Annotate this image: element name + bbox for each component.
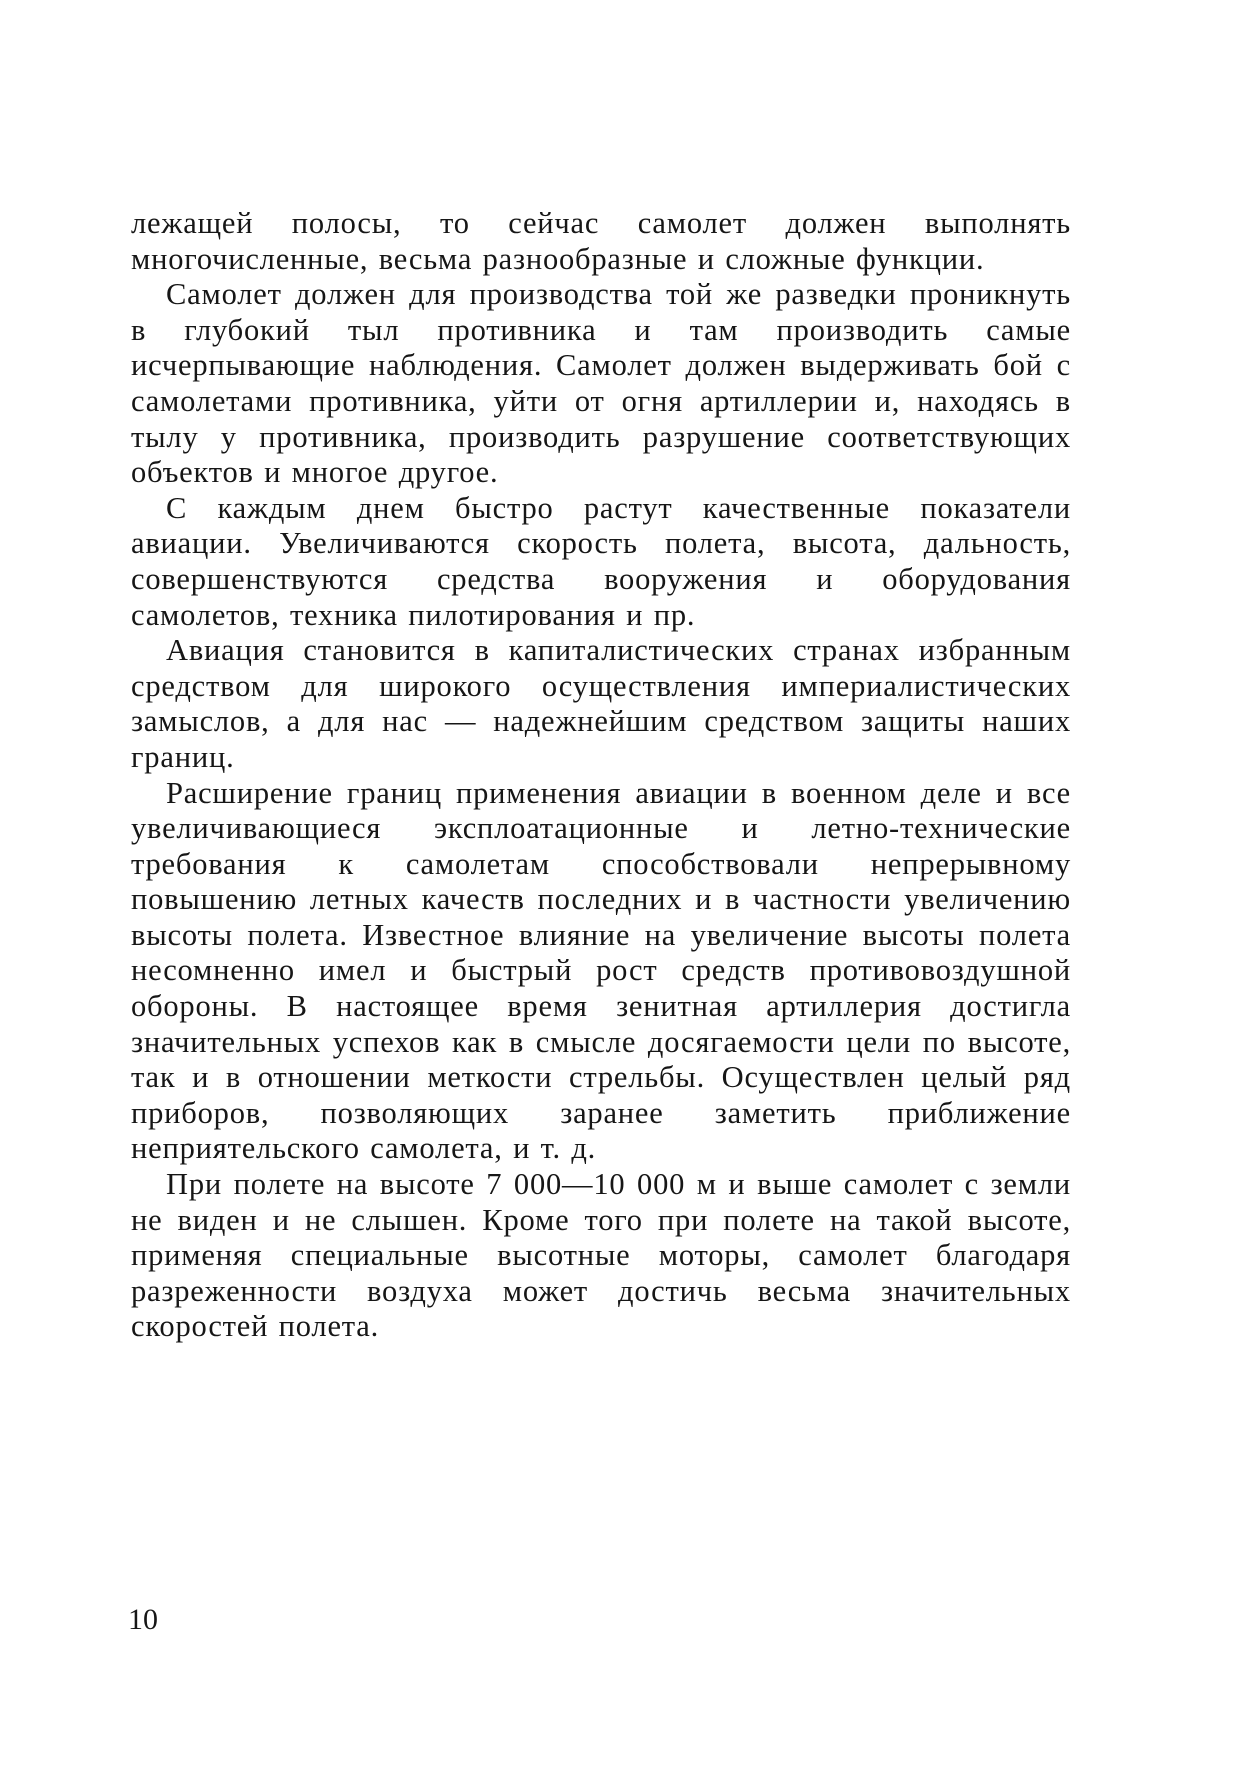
- paragraph: Авиация становится в капиталистических странах избранным средством для широкого осуществления империалистических замыслов, а для нас — надежнейшим средством защиты наших границ.: [131, 633, 1071, 774]
- paragraph: Самолет должен для производства той же разведки проникнуть в глубокий тыл противника и там производить самые исчерпывающие наблюдения. Самолет должен выдерживать бой с самолетами противника, уйти от огня артиллерии и, находясь в тылу у противника, производить разрушение соответствующих объектов и многое другое.: [131, 277, 1071, 490]
- page-number: 10: [128, 1603, 158, 1636]
- body-text: [131, 206, 1071, 1345]
- paragraph: С каждым днем быстро растут качественные показатели авиации. Увеличиваются скорость полета, высота, дальность, совершенствуются средства вооружения и оборудования самолетов, техника пилотирования и пр.: [131, 490, 1071, 632]
- paragraph: Расширение границ применения авиации в военном деле и все увеличивающиеся эксплоатационные и летно-технические требования к самолетам способствовали непрерывному повышению летных качеств последних и в частности увеличению высоты полета. Известное влияние на увеличение высоты полета несомненно имел и быстрый рост средств противовоздушной обороны. В настоящее время зенитная артиллерия достигла значительных успехов как в смысле досягаемости цели по высоте, так и в отношении меткости стрельбы. Осуществлен целый ряд приборов, позволяющих заранее заметить приближение неприятельского самолета, и т. д.: [131, 775, 1071, 1166]
- paragraph: При полете на высоте 7 000—10 000 м и выше самолет с земли не виден и не слышен. Кроме того при полете на такой высоте, применяя специальные высотные моторы, самолет благодаря разреженности воздуха может достичь весьма значительных скоростей полета.: [131, 1167, 1071, 1344]
- paragraph-continuation: лежащей полосы, то сейчас самолет должен выполнять многочисленные, весьма разнообразные и сложные функции.: [131, 206, 1071, 276]
